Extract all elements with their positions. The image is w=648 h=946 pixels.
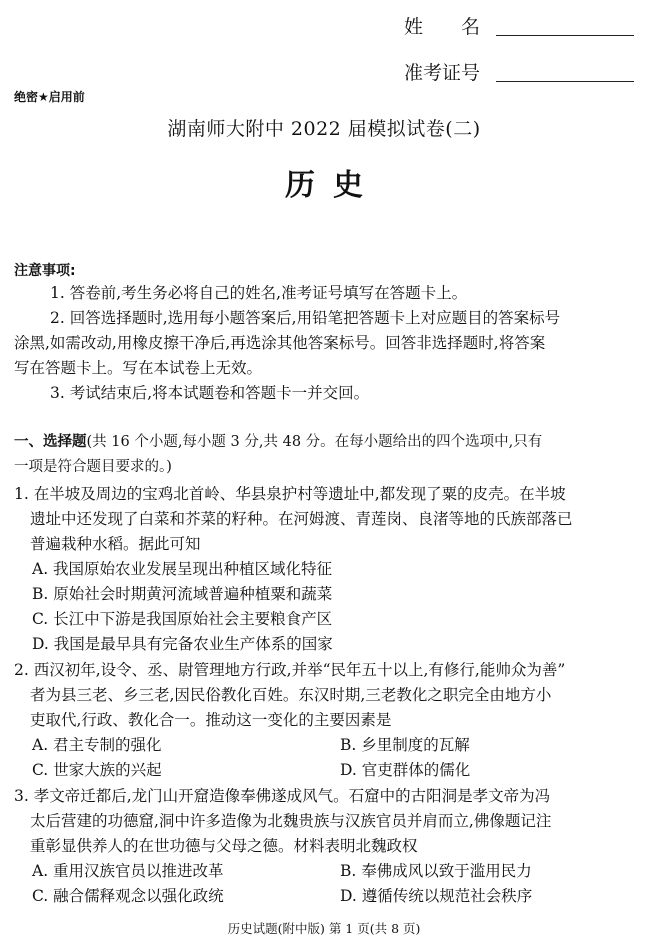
exam-id-label: 准考证号 [404,62,481,84]
notice-item-2-line-1: 2. 回答选择题时,选用每小题答案后,用铅笔把答题卡上对应题目的答案标号 [50,309,561,327]
question-3-option-a: A. 重用汉族官员以推进改革 [32,862,224,880]
notice-item-2-line-3: 写在答题卡上。写在本试卷上无效。 [14,359,263,377]
page-footer: 历史试题(附中版) 第 1 页(共 8 页) [227,921,421,936]
exam-id-blank-line [496,80,634,82]
notice-item-1: 1. 答卷前,考生务必将自己的姓名,准考证号填写在答题卡上。 [50,284,468,302]
subject-title: 历史 [285,168,381,203]
question-2-option-b: B. 乡里制度的瓦解 [340,736,470,754]
exam-id-field [404,58,480,85]
notice-heading: 注意事项: [14,263,76,279]
question-1-option-b: B. 原始社会时期黄河流域普遍种植粟和蔬菜 [32,585,333,603]
section-1-desc-line-1: (共 16 个小题,每小题 3 分,共 48 分。在每小题给出的四个选项中,只有 [86,434,543,450]
question-3-line-2: 太后营建的功德窟,洞中许多造像为北魏贵族与汉族官员并肩而立,佛像题记注 [30,812,552,830]
question-2-option-d: D. 官吏群体的儒化 [340,761,471,779]
notice-item-2-line-2: 涂黑,如需改动,用橡皮擦干净后,再选涂其他答案标号。回答非选择题时,将答案 [14,334,546,352]
question-3-line-1: 3. 孝文帝迁都后,龙门山开窟造像奉佛遂成风气。石窟中的古阳洞是孝文帝为冯 [14,787,551,805]
question-3-option-d: D. 遵循传统以规范社会秩序 [340,887,533,905]
question-2-line-2: 者为县三老、乡三老,因民俗教化百姓。东汉时期,三老教化之职完全由地方小 [30,686,552,704]
question-2-option-c: C. 世家大族的兴起 [32,761,162,779]
section-1-desc-line-2: 一项是符合题目要求的。) [14,459,172,475]
section-1-title: 一、选择题 [14,434,87,450]
question-2-line-3: 吏取代,行政、教化合一。推动这一变化的主要因素是 [30,711,392,729]
question-1-line-1: 1. 在半坡及周边的宝鸡北首岭、华县泉护村等遗址中,都发现了粟的皮壳。在半坡 [14,485,566,503]
question-3-line-3: 重彰显供养人的在世功德与父母之德。材料表明北魏政权 [30,837,418,855]
question-2-line-1: 2. 西汉初年,设令、丞、尉管理地方行政,并举“民年五十以上,有修行,能帅众为善” [14,661,566,679]
question-1-option-a: A. 我国原始农业发展呈现出种植区域化特征 [32,560,333,578]
question-1-option-c: C. 长江中下游是我国原始社会主要粮食产区 [32,610,333,628]
question-2-option-a: A. 君主专制的强化 [32,736,162,754]
question-3-option-c: C. 融合儒释观念以强化政统 [32,887,224,905]
notice-item-3: 3. 考试结束后,将本试题卷和答题卡一并交回。 [50,384,370,402]
question-1-option-d: D. 我国是最早具有完备农业生产体系的国家 [32,635,333,653]
question-1-line-2: 遗址中还发现了白菜和芥菜的籽种。在河姆渡、青莲岗、良渚等地的氏族部落已 [30,510,573,528]
section-1-header [14,430,636,455]
question-3-option-b: B. 奉佛成风以致于滥用民力 [340,862,532,880]
name-label: 姓 名 [404,16,481,38]
name-blank-line [496,34,634,36]
name-field [404,12,480,39]
exam-title: 湖南师大附中 2022 届模拟试卷(二) [167,118,481,140]
question-1-line-3: 普遍栽种水稻。据此可知 [30,535,201,553]
secret-mark: 绝密★启用前 [14,90,85,104]
